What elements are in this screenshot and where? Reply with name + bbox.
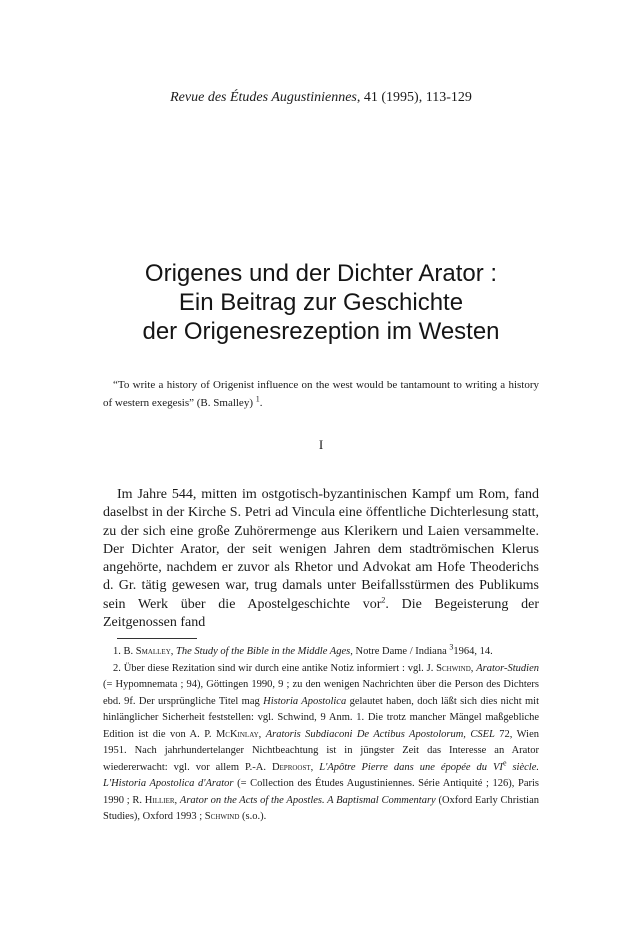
fn2-text-5: (= Hypomnemata ; 94), Göttingen 1990, 9 ; zu den wenigen Nachrichten über die Person des Dichters ebd. 9f. Der ursprüngliche Titel mag xyxy=(103,679,539,707)
fn2-title-arator-acts: Arator on the Acts of the Apostles. A Baptismal Commentary xyxy=(179,794,436,806)
epigraph-end: . xyxy=(259,397,263,409)
fn2-text-17: (= Collection des Études Augustiniennes. Série Antiquité ; 126), Paris 1990 ; R. xyxy=(103,778,539,806)
fn1-author: Smalley xyxy=(135,646,171,657)
fn2-author-mckinlay: McKinlay xyxy=(215,728,259,740)
footnote-divider xyxy=(117,638,197,639)
footnotes xyxy=(103,644,539,826)
title-line-2: Ein Beitrag zur Geschichte xyxy=(178,289,464,316)
epigraph-text: “To write a history of Origenist influence on the west would be tantamount to writing a history of western exegesis” (B. Smalley) xyxy=(103,379,539,409)
fn2-superscript-e: e xyxy=(502,758,507,767)
footnote-ref-2[interactable]: 2 xyxy=(381,595,386,605)
journal-header xyxy=(0,89,642,107)
journal-name: Revue des Études Augustiniennes xyxy=(170,90,357,105)
body-paragraph xyxy=(103,486,539,632)
fn2-title-aratoris: Aratoris Subdiaconi De Actibus Apostolorum, CSEL xyxy=(265,728,495,740)
journal-citation: , 41 (1995), 113-129 xyxy=(356,90,472,105)
fn2-title-apotre-cont: siècle. L'Historia Apostolica d'Arator xyxy=(103,761,539,789)
fn1-year: 1964, 14. xyxy=(453,646,493,657)
fn2-author-deproost: Deproost xyxy=(271,761,311,773)
fn1-edition: 3 xyxy=(449,642,454,652)
fn2-text-7: gelautet haben, doch läßt sich dies nicht mit hinlänglicher Sicherheit feststellen: vgl. Schwind, 9 Anm. 1. Die trotz mancher Mängel maßgebliche Edition ist die von A. P. xyxy=(103,695,539,740)
fn1-place: , Notre Dame / Indiana xyxy=(350,646,450,657)
footnote-ref-1[interactable]: 1 xyxy=(255,394,260,404)
fn2-title-arator-studien: Arator-Studien xyxy=(476,662,540,674)
fn2-text-11: 72, Wien 1951. Nach jahrhundertelanger Nichtbeachtung ist in jüngster Zeit das Interesse an Arator wiedererwacht: vgl. vor allem P.-A. xyxy=(103,728,539,773)
fn2-text-13: , xyxy=(310,761,320,773)
footnote-1 xyxy=(103,644,539,661)
fn2-text-3: , xyxy=(470,662,477,674)
fn1-title: The Study of the Bible in the Middle Ages xyxy=(176,646,351,657)
fn2-author-hillier: Hillier xyxy=(144,794,175,806)
fn2-text-21: (Oxford Early Christian Studies), Oxford 1993 ; xyxy=(103,794,540,822)
fn2-text-23: (s.o.). xyxy=(239,811,267,822)
title-line-3: der Origenesrezeption im Westen xyxy=(142,318,500,345)
fn2-author-schwind-2: Schwind xyxy=(204,811,240,822)
fn2-text-19: , xyxy=(174,794,180,806)
title-line-1: Origenes und der Dichter Arator : xyxy=(144,260,498,287)
fn2-title-apotre: L'Apôtre Pierre dans une épopée du VI xyxy=(319,761,503,773)
fn2-text-1: 2. Über diese Rezitation sind wir durch eine antike Notiz informiert : vgl. J. xyxy=(113,662,437,674)
footnote-2 xyxy=(103,661,539,826)
fn1-number: 1. B. xyxy=(113,646,136,657)
fn2-title-historia: Historia Apostolica xyxy=(263,695,347,707)
fn2-text-9: , xyxy=(258,728,266,740)
section-numeral: I xyxy=(318,437,324,452)
article-title xyxy=(0,259,642,346)
epigraph xyxy=(103,376,539,412)
body-text-start: Im Jahre 544, mitten im ostgotisch-byzantinischen Kampf um Rom, fand daselbst in der Kirche S. Petri ad Vincula eine öffentliche Dichterlesung statt, zu der sich eine große Zuhörermenge aus Klerikern und Laien versammelte. Der Dichter Arator, der seit wenigen Jahren dem stadtrömischen Klerus angehörte, nachdem er zuvor als Rhetor und Advokat am Hofe Theoderichs d. Gr. tätig gewesen war, trug damals unter Beifallsstürmen des Publikums sein Werk über die Apostelgeschichte vor xyxy=(103,487,539,612)
fn1-sep: , xyxy=(170,646,177,657)
fn2-author-schwind: Schwind xyxy=(436,662,471,674)
body-text-end: . Die Begeisterung der Zeitgenossen fand xyxy=(103,596,539,631)
